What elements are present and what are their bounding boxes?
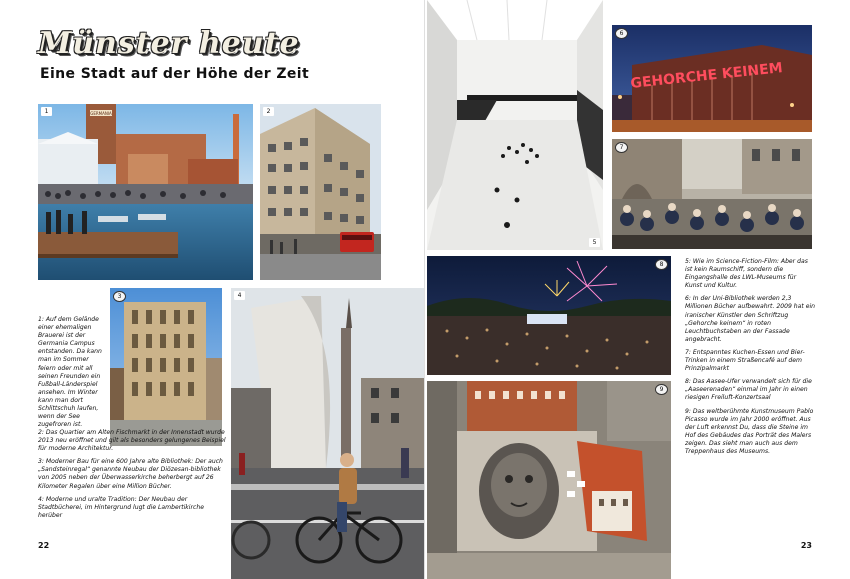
photo-number-8: 8 (655, 259, 668, 270)
photo-number-2: 2 (263, 107, 274, 116)
photo-prinzipalmarkt-cafe (612, 139, 812, 249)
caption-5: 5: Wie im Science-Fiction-Film: Aber das ist kein Raumschiff, sondern die Eingangshalle des LWL-Museums für Kunst und Kultur. (685, 258, 808, 290)
page-number-left: 22 (38, 541, 50, 550)
photo-alter-fischmarkt (260, 104, 381, 280)
caption-8: 8: Das Aasee-Ufer verwandelt sich für die „Aaseerenaden“ einmal im Jahr in einen riesigen Freiluft-Konzertsaal (685, 378, 812, 402)
captions-right (685, 258, 815, 461)
photo-number-1: 1 (41, 107, 52, 116)
caption-3: 3: Moderner Bau für eine 600 Jahre alte Bibliothek: Der auch „Sandsteinregal“ genannte Neubau der Diözesan-bibliothek von 2005 neben der Überwasserkirche beherbergt auf 26 Kilometer Regalen über eine Million Bücher. (38, 458, 223, 490)
photo-number-4: 4 (234, 291, 245, 300)
photo-uni-bibliothek (612, 25, 812, 132)
right-page (425, 0, 850, 579)
caption-6: 6: In der Uni-Bibliothek werden 2,3 Millionen Bücher aufbewahrt. 2009 hat ein iranischer Künstler den Schriftzug „Gehorche keinem“ in roten Leuchtbuchstaben an der Fassade angebracht. (685, 295, 815, 343)
photo-number-7: 7 (615, 142, 628, 153)
photo-picasso-museum (427, 381, 671, 579)
caption-2: 2: Das Quartier am Alten Fischmarkt in der Innenstadt wurde 2013 neu eröffnet und gilt als besonders gelungenes Beispiel für moderne Architektur. (38, 429, 226, 453)
page-number-right: 23 (800, 541, 812, 550)
page-title: Münster heute (38, 26, 300, 61)
photo-number-3: 3 (113, 291, 126, 302)
caption-7: 7: Entspanntes Kuchen-Essen und Bier-Trinken in einem Straßencafé auf dem Prinzipalmarkt (685, 348, 805, 373)
captions-left (38, 316, 108, 434)
photo-stadtbuecherei (231, 288, 425, 579)
photo-aasee-konzert (427, 256, 671, 375)
captions-left-lower (38, 429, 228, 525)
photo-number-6: 6 (615, 28, 628, 39)
caption-4: 4: Moderne und uralte Tradition: Der Neubau der Stadtbücherei, im Hintergrund lugt die Lambertikirche herüber (38, 495, 204, 519)
gehorche-keinem-sign: GEHORCHE KEINEM (629, 60, 784, 92)
photo-germania-campus (38, 104, 253, 280)
caption-1: 1: Auf dem Gelände einer ehemaligen Brauerei ist der Germania Campus entstanden. Da kann man im Sommer feiern oder mit all seinen Freunden ein Fußball-Länderspiel ansehen. Im Winter kann man dort Schlittschuh laufen, wenn der See zugefroren ist. (38, 316, 102, 429)
photo-lwl-museum-hall (427, 0, 603, 250)
page-subtitle: Eine Stadt auf der Höhe der Zeit (40, 66, 310, 82)
photo-number-5: 5 (589, 238, 600, 247)
photo-number-9: 9 (655, 384, 668, 395)
germania-sign-text: GERMANIA (90, 111, 112, 116)
caption-9: 9: Das weltberühmte Kunstmuseum Pablo Picasso wurde im Jahr 2000 eröffnet. Aus der Luft erkennst Du, dass die Steine im Hof des Gebäudes das Porträt des Malers zeigen. Das sieht man auch aus dem Treppenhaus des Museums. (685, 407, 814, 455)
photo-dioezesanbibliothek (110, 288, 222, 446)
